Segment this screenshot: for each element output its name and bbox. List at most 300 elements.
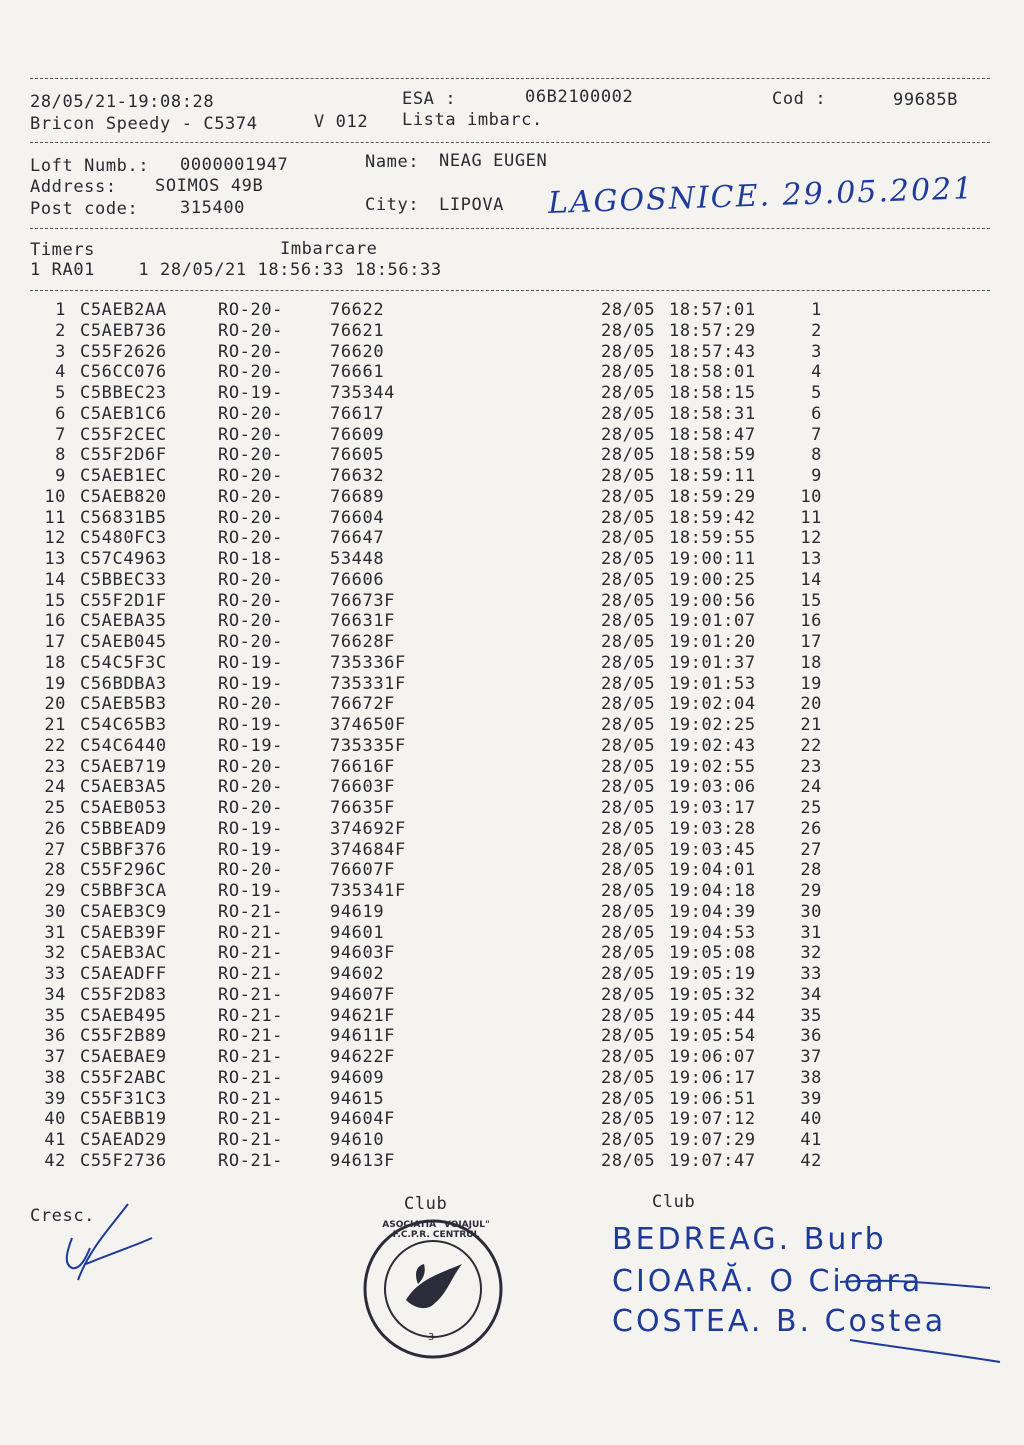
- timer-line: 1 RA01 1 28/05/21 18:56:33 18:56:33: [30, 260, 442, 280]
- ring-number: 76672F: [330, 694, 396, 715]
- position: 13: [800, 549, 822, 569]
- table-row: [0, 777, 1024, 798]
- ring-country-year: RO-20-: [218, 632, 284, 652]
- row-index: 42: [44, 1150, 66, 1171]
- cod-label: Cod :: [772, 89, 827, 109]
- ring-country-year: RO-19-: [218, 881, 284, 901]
- row-index: 4: [55, 362, 66, 383]
- ring-number: 94604F: [330, 1109, 396, 1130]
- ring-number: 76661: [330, 362, 385, 383]
- ring-country-year: RO-19-: [218, 383, 284, 403]
- clock-date: 28/05: [601, 673, 656, 694]
- ring-code: C5AEB1EC: [80, 466, 167, 486]
- table-row: [0, 798, 1024, 819]
- table-row: [0, 653, 1024, 674]
- table-row: [0, 1068, 1024, 1089]
- row-index: 9: [55, 466, 66, 486]
- ring-code: C55F296C: [80, 860, 167, 881]
- table-row: [0, 1026, 1024, 1047]
- ring-number: 94609: [330, 1067, 385, 1088]
- city-label: City:: [365, 195, 420, 215]
- ring-code: C55F2D6F: [80, 445, 167, 466]
- timers-label: Timers: [30, 240, 96, 260]
- clock-time: 19:04:39: [669, 901, 756, 922]
- table-row: [0, 840, 1024, 861]
- position: 2: [811, 320, 822, 341]
- position: 25: [800, 798, 822, 818]
- row-index: 22: [44, 735, 66, 756]
- ring-number: 76616F: [330, 756, 396, 777]
- clock-date: 28/05: [601, 839, 656, 860]
- ring-country-year: RO-20-: [218, 486, 284, 507]
- position: 3: [811, 341, 822, 362]
- table-row: [0, 300, 1024, 321]
- position: 27: [800, 839, 822, 860]
- ring-country-year: RO-20-: [218, 445, 284, 466]
- row-index: 32: [44, 943, 66, 964]
- divider: [30, 78, 990, 79]
- clock-time: 18:58:01: [669, 362, 756, 383]
- clock-date: 28/05: [601, 860, 656, 881]
- ring-code: C54C6440: [80, 735, 167, 756]
- ring-code: C55F2D83: [80, 984, 167, 1005]
- ring-number: 94602: [330, 964, 385, 984]
- clock-time: 19:00:25: [669, 569, 756, 590]
- ring-code: C5AEADFF: [80, 964, 167, 984]
- clock-time: 19:05:08: [669, 943, 756, 964]
- ring-code: C56831B5: [80, 507, 167, 528]
- ring-country-year: RO-20-: [218, 694, 284, 715]
- ring-code: C5AEB3A5: [80, 777, 167, 798]
- ring-country-year: RO-21-: [218, 901, 284, 922]
- position: 21: [800, 715, 822, 735]
- ring-code: C5AEBAE9: [80, 1047, 167, 1067]
- row-index: 12: [44, 528, 66, 549]
- clock-time: 19:03:06: [669, 777, 756, 798]
- ring-country-year: RO-19-: [218, 839, 284, 860]
- ring-number: 94619: [330, 901, 385, 922]
- row-index: 28: [44, 860, 66, 881]
- clock-date: 28/05: [601, 1005, 656, 1026]
- ring-country-year: RO-20-: [218, 528, 284, 549]
- table-row: [0, 1089, 1024, 1110]
- ring-number: 76631F: [330, 611, 396, 632]
- clock-date: 28/05: [601, 1150, 656, 1171]
- clock-time: 19:02:43: [669, 735, 756, 756]
- table-row: [0, 1130, 1024, 1151]
- ring-code: C5AEB39F: [80, 922, 167, 943]
- row-index: 2: [55, 320, 66, 341]
- row-index: 38: [44, 1067, 66, 1088]
- table-row: [0, 487, 1024, 508]
- clock-time: 19:03:17: [669, 798, 756, 818]
- ring-number: 94621F: [330, 1005, 396, 1026]
- ring-number: 76635F: [330, 798, 396, 818]
- position: 31: [800, 922, 822, 943]
- table-row: [0, 321, 1024, 342]
- row-index: 7: [55, 424, 66, 445]
- position: 23: [800, 756, 822, 777]
- row-index: 13: [44, 549, 66, 569]
- name-value: NEAG EUGEN: [439, 151, 548, 171]
- table-row: [0, 902, 1024, 923]
- ring-code: C5480FC3: [80, 528, 167, 549]
- ring-country-year: RO-19-: [218, 715, 284, 735]
- ring-code: C55F2D1F: [80, 590, 167, 611]
- clock-date: 28/05: [601, 549, 656, 569]
- clock-time: 19:04:01: [669, 860, 756, 881]
- ring-country-year: RO-21-: [218, 1088, 284, 1109]
- position: 5: [811, 383, 822, 403]
- position: 38: [800, 1067, 822, 1088]
- row-index: 31: [44, 922, 66, 943]
- position: 14: [800, 569, 822, 590]
- loft-label: Loft Numb.:: [30, 156, 150, 176]
- ring-code: C5AEB2AA: [80, 300, 167, 320]
- clock-time: 19:03:28: [669, 818, 756, 839]
- ring-country-year: RO-19-: [218, 735, 284, 756]
- row-index: 10: [44, 486, 66, 507]
- ring-number: 76647: [330, 528, 385, 549]
- clock-date: 28/05: [601, 1109, 656, 1130]
- row-index: 11: [44, 507, 66, 528]
- print-datetime: 28/05/21-19:08:28: [30, 92, 215, 112]
- position: 37: [800, 1047, 822, 1067]
- ring-code: C5BBF3CA: [80, 881, 167, 901]
- row-index: 40: [44, 1109, 66, 1130]
- row-index: 15: [44, 590, 66, 611]
- row-index: 21: [44, 715, 66, 735]
- ring-code: C55F2CEC: [80, 424, 167, 445]
- position: 19: [800, 673, 822, 694]
- row-index: 14: [44, 569, 66, 590]
- clock-time: 19:05:54: [669, 1026, 756, 1047]
- ring-number: 76617: [330, 403, 385, 424]
- clock-time: 19:07:47: [669, 1150, 756, 1171]
- clock-time: 19:02:04: [669, 694, 756, 715]
- row-index: 37: [44, 1047, 66, 1067]
- ring-country-year: RO-20-: [218, 320, 284, 341]
- ring-country-year: RO-21-: [218, 943, 284, 964]
- ring-country-year: RO-21-: [218, 964, 284, 984]
- position: 15: [800, 590, 822, 611]
- ring-country-year: RO-21-: [218, 1067, 284, 1088]
- clock-time: 19:05:44: [669, 1005, 756, 1026]
- ring-code: C55F2ABC: [80, 1067, 167, 1088]
- clock-date: 28/05: [601, 756, 656, 777]
- position: 35: [800, 1005, 822, 1026]
- esa-value: 06B2100002: [525, 87, 634, 107]
- ring-number: 76606: [330, 569, 385, 590]
- address-label: Address:: [30, 177, 117, 197]
- row-index: 30: [44, 901, 66, 922]
- cod-value: 99685B: [893, 90, 959, 110]
- clock-time: 19:01:20: [669, 632, 756, 652]
- ring-number: 374684F: [330, 839, 406, 860]
- ring-number: 76673F: [330, 590, 396, 611]
- ring-number: 76604: [330, 507, 385, 528]
- position: 8: [811, 445, 822, 466]
- ring-number: 374650F: [330, 715, 406, 735]
- imbarcare-label: Imbarcare: [280, 239, 378, 259]
- row-index: 19: [44, 673, 66, 694]
- position: 12: [800, 528, 822, 549]
- ring-code: C5AEB1C6: [80, 403, 167, 424]
- city-value: LIPOVA: [439, 195, 505, 215]
- club-label-2: Club: [652, 1192, 696, 1212]
- row-index: 27: [44, 839, 66, 860]
- row-index: 29: [44, 881, 66, 901]
- position: 40: [800, 1109, 822, 1130]
- ring-country-year: RO-20-: [218, 777, 284, 798]
- ring-code: C5AEB495: [80, 1005, 167, 1026]
- table-row: [0, 508, 1024, 529]
- loft-value: 0000001947: [180, 155, 289, 175]
- list-title: Lista imbarc.: [402, 110, 543, 130]
- ring-number: 94615: [330, 1088, 385, 1109]
- ring-code: C5AEBA35: [80, 611, 167, 632]
- clock-time: 18:57:29: [669, 320, 756, 341]
- divider: [30, 228, 990, 229]
- table-row: [0, 591, 1024, 612]
- clock-time: 19:06:51: [669, 1088, 756, 1109]
- ring-number: 94607F: [330, 984, 396, 1005]
- ring-number: 735336F: [330, 652, 406, 673]
- clock-time: 19:07:29: [669, 1130, 756, 1150]
- clock-time: 19:01:53: [669, 673, 756, 694]
- ring-number: 94603F: [330, 943, 396, 964]
- position: 34: [800, 984, 822, 1005]
- position: 17: [800, 632, 822, 652]
- table-row: [0, 549, 1024, 570]
- table-row: [0, 362, 1024, 383]
- ring-number: 76609: [330, 424, 385, 445]
- ring-number: 76603F: [330, 777, 396, 798]
- position: 39: [800, 1088, 822, 1109]
- position: 26: [800, 818, 822, 839]
- clock-time: 19:06:07: [669, 1047, 756, 1067]
- ring-number: 735344: [330, 383, 396, 403]
- ring-number: 53448: [330, 549, 385, 569]
- ring-number: 76632: [330, 466, 385, 486]
- clock-date: 28/05: [601, 1088, 656, 1109]
- clock-date: 28/05: [601, 300, 656, 320]
- position: 1: [811, 300, 822, 320]
- position: 41: [800, 1130, 822, 1150]
- ring-code: C5AEB045: [80, 632, 167, 652]
- ring-number: 76605: [330, 445, 385, 466]
- table-row: [0, 1047, 1024, 1068]
- row-index: 25: [44, 798, 66, 818]
- breeder-signature: [50, 1198, 160, 1288]
- row-index: 36: [44, 1026, 66, 1047]
- row-index: 41: [44, 1130, 66, 1150]
- position: 6: [811, 403, 822, 424]
- stamp-text: ASOCIATIA "VOIAJUL" F.C.P.R. CENTRUL: [382, 1220, 490, 1240]
- ring-code: C5BBEC23: [80, 383, 167, 403]
- position: 7: [811, 424, 822, 445]
- ring-country-year: RO-20-: [218, 611, 284, 632]
- clock-time: 19:00:11: [669, 549, 756, 569]
- clock-time: 18:58:15: [669, 383, 756, 403]
- table-row: [0, 943, 1024, 964]
- ring-number: 735335F: [330, 735, 406, 756]
- clock-time: 19:04:18: [669, 881, 756, 901]
- clock-time: 18:59:42: [669, 507, 756, 528]
- ring-code: C55F2736: [80, 1150, 167, 1171]
- clock-date: 28/05: [601, 507, 656, 528]
- ring-country-year: RO-20-: [218, 507, 284, 528]
- ring-number: 94610: [330, 1130, 385, 1150]
- row-index: 23: [44, 756, 66, 777]
- row-index: 39: [44, 1088, 66, 1109]
- ring-country-year: RO-18-: [218, 549, 284, 569]
- clock-date: 28/05: [601, 652, 656, 673]
- ring-code: C54C65B3: [80, 715, 167, 735]
- clock-time: 18:58:47: [669, 424, 756, 445]
- position: 20: [800, 694, 822, 715]
- club-label-1: Club: [404, 1194, 448, 1214]
- row-index: 16: [44, 611, 66, 632]
- clock-date: 28/05: [601, 984, 656, 1005]
- ring-number: 94611F: [330, 1026, 396, 1047]
- table-row: [0, 694, 1024, 715]
- row-index: 1: [55, 300, 66, 320]
- postcode-label: Post code:: [30, 199, 139, 219]
- position: 28: [800, 860, 822, 881]
- name-label: Name:: [365, 152, 420, 172]
- clock-date: 28/05: [601, 362, 656, 383]
- ring-country-year: RO-21-: [218, 1047, 284, 1067]
- ring-country-year: RO-20-: [218, 466, 284, 486]
- clock-time: 19:02:25: [669, 715, 756, 735]
- clock-time: 18:58:59: [669, 445, 756, 466]
- ring-number: 76689: [330, 486, 385, 507]
- row-index: 6: [55, 403, 66, 424]
- table-row: [0, 757, 1024, 778]
- ring-code: C5AEB719: [80, 756, 167, 777]
- system-name: Bricon Speedy - C5374: [30, 114, 258, 134]
- ring-code: C5AEAD29: [80, 1130, 167, 1150]
- ring-country-year: RO-20-: [218, 403, 284, 424]
- ring-country-year: RO-20-: [218, 300, 284, 320]
- clock-time: 19:04:53: [669, 922, 756, 943]
- ring-number: 735331F: [330, 673, 406, 694]
- ring-code: C55F2B89: [80, 1026, 167, 1047]
- signatory-3: COSTEA. B. Costea: [612, 1304, 947, 1339]
- table-row: [0, 736, 1024, 757]
- ring-number: 76607F: [330, 860, 396, 881]
- ring-country-year: RO-19-: [218, 652, 284, 673]
- ring-country-year: RO-20-: [218, 756, 284, 777]
- table-row: [0, 1006, 1024, 1027]
- table-row: [0, 881, 1024, 902]
- clock-date: 28/05: [601, 632, 656, 652]
- table-row: [0, 819, 1024, 840]
- ring-code: C56BDBA3: [80, 673, 167, 694]
- ring-country-year: RO-20-: [218, 798, 284, 818]
- table-row: [0, 923, 1024, 944]
- table-row: [0, 383, 1024, 404]
- clock-date: 28/05: [601, 424, 656, 445]
- ring-code: C55F31C3: [80, 1088, 167, 1109]
- clock-date: 28/05: [601, 715, 656, 735]
- version: V 012: [314, 112, 369, 132]
- table-row: [0, 715, 1024, 736]
- cresc-label: Cresc.: [30, 1206, 96, 1226]
- ring-country-year: RO-21-: [218, 1150, 284, 1171]
- clock-date: 28/05: [601, 445, 656, 466]
- ring-number: 94613F: [330, 1150, 396, 1171]
- table-row: [0, 425, 1024, 446]
- ring-code: C55F2626: [80, 341, 167, 362]
- table-row: [0, 632, 1024, 653]
- row-index: 26: [44, 818, 66, 839]
- divider: [30, 290, 990, 291]
- ring-code: C5AEB5B3: [80, 694, 167, 715]
- position: 30: [800, 901, 822, 922]
- ring-code: C5AEB736: [80, 320, 167, 341]
- clock-date: 28/05: [601, 901, 656, 922]
- clock-time: 19:05:32: [669, 984, 756, 1005]
- handwritten-location-date: LAGOSNICE. 29.05.2021: [547, 171, 975, 221]
- clock-time: 19:00:56: [669, 590, 756, 611]
- position: 32: [800, 943, 822, 964]
- postcode-value: 315400: [180, 198, 246, 218]
- clock-date: 28/05: [601, 1067, 656, 1088]
- ring-number: 374692F: [330, 818, 406, 839]
- esa-label: ESA :: [402, 89, 457, 109]
- ring-code: C5AEBB19: [80, 1109, 167, 1130]
- row-index: 17: [44, 632, 66, 652]
- clock-date: 28/05: [601, 694, 656, 715]
- clock-date: 28/05: [601, 341, 656, 362]
- row-index: 5: [55, 383, 66, 403]
- ring-code: C54C5F3C: [80, 652, 167, 673]
- ring-country-year: RO-20-: [218, 860, 284, 881]
- ring-number: 94622F: [330, 1047, 396, 1067]
- ring-country-year: RO-21-: [218, 922, 284, 943]
- row-index: 33: [44, 964, 66, 984]
- clock-time: 19:05:19: [669, 964, 756, 984]
- ring-country-year: RO-20-: [218, 341, 284, 362]
- row-index: 18: [44, 652, 66, 673]
- position: 16: [800, 611, 822, 632]
- clock-time: 18:57:43: [669, 341, 756, 362]
- clock-date: 28/05: [601, 1026, 656, 1047]
- table-row: [0, 570, 1024, 591]
- ring-code: C5AEB3C9: [80, 901, 167, 922]
- clock-date: 28/05: [601, 486, 656, 507]
- ring-country-year: RO-21-: [218, 1130, 284, 1150]
- clock-time: 18:59:11: [669, 466, 756, 486]
- clock-date: 28/05: [601, 528, 656, 549]
- table-row: [0, 611, 1024, 632]
- table-row: [0, 528, 1024, 549]
- divider: [30, 142, 990, 143]
- ring-country-year: RO-20-: [218, 424, 284, 445]
- ring-number: 76628F: [330, 632, 396, 652]
- ring-country-year: RO-20-: [218, 569, 284, 590]
- stamp-number: 3: [428, 1332, 435, 1343]
- ring-code: C5BBF376: [80, 839, 167, 860]
- position: 22: [800, 735, 822, 756]
- clock-time: 19:07:12: [669, 1109, 756, 1130]
- clock-time: 19:06:17: [669, 1067, 756, 1088]
- table-row: [0, 674, 1024, 695]
- table-row: [0, 342, 1024, 363]
- club-stamp: [358, 1214, 508, 1364]
